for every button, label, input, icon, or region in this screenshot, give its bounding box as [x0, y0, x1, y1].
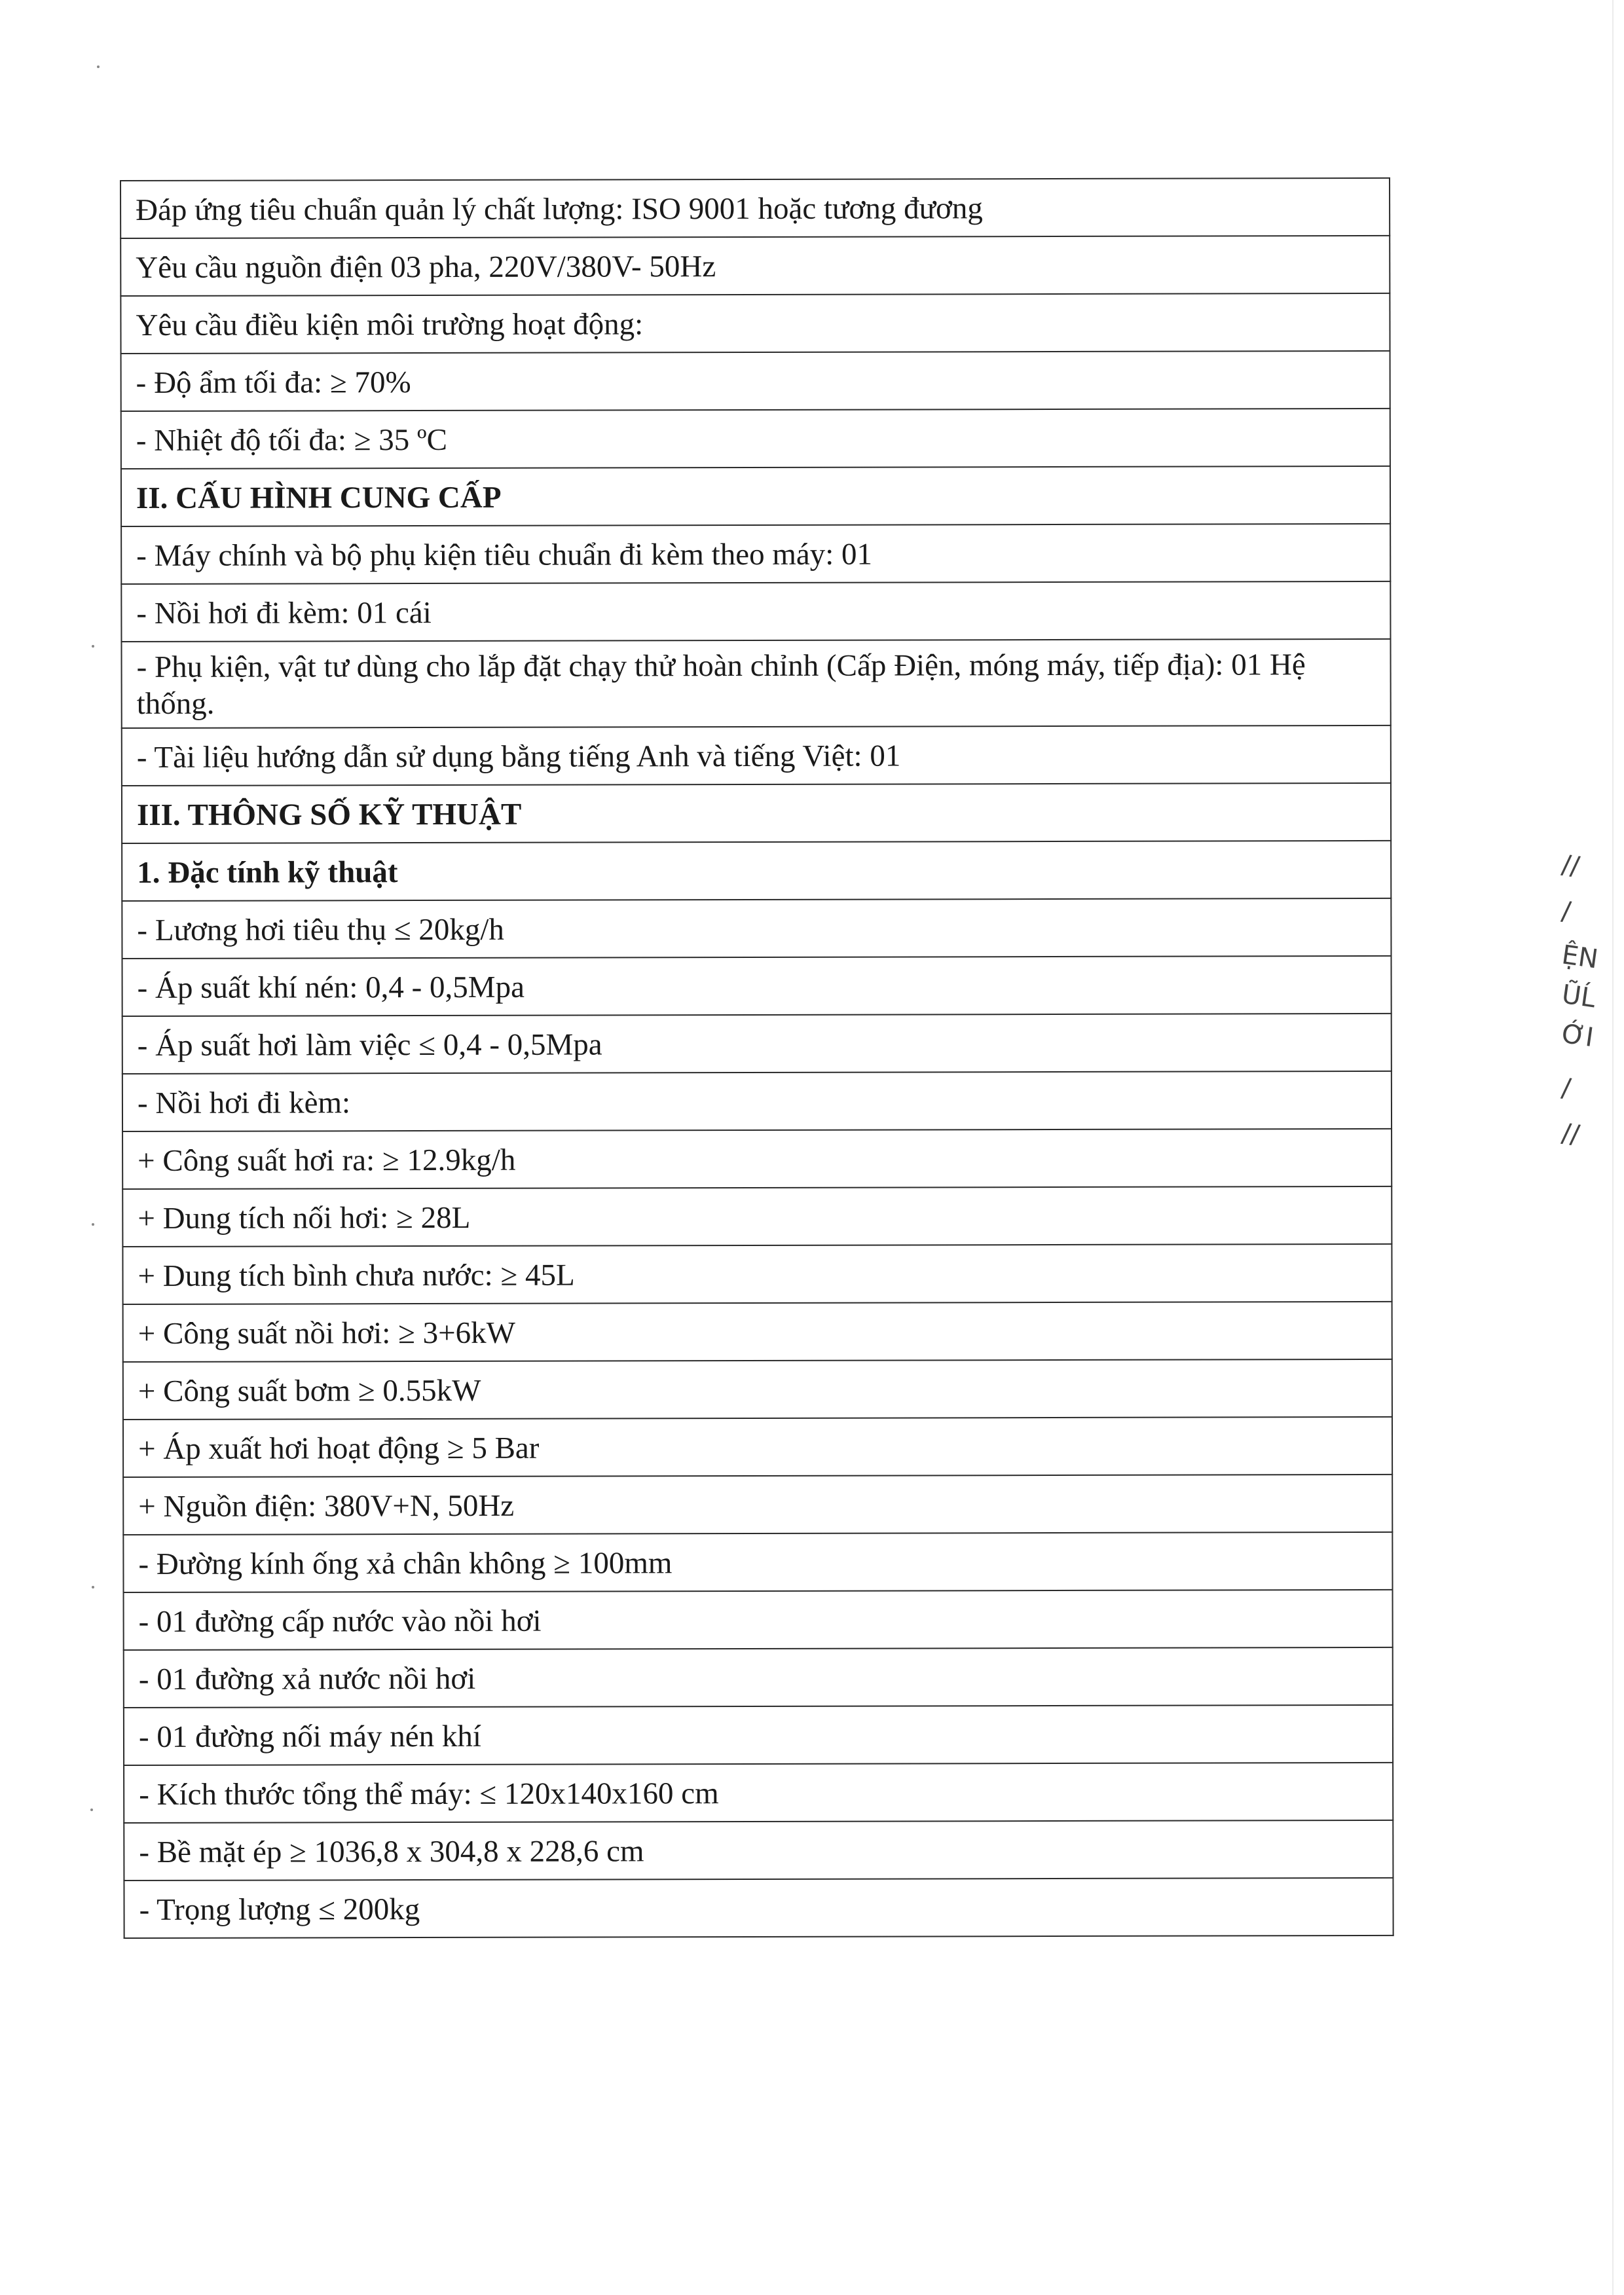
scan-speck	[92, 1223, 94, 1226]
table-row	[121, 581, 1390, 642]
scan-speck	[90, 1808, 93, 1811]
table-cell: - Phụ kiện, vật tư dùng cho lắp đặt chạy thử hoàn chỉnh (Cấp Điện, móng máy, tiếp địa): 01 Hệ thống.	[121, 639, 1390, 728]
table-cell: - Nồi hơi đi kèm: 01 cái	[121, 581, 1390, 642]
subsection-heading: 1. Đặc tính kỹ thuật	[122, 841, 1391, 901]
stamp-fragment: ỚI	[1560, 1018, 1596, 1054]
table-row	[124, 1820, 1393, 1881]
table-row	[122, 1129, 1392, 1189]
table-row	[120, 236, 1390, 296]
table-row	[122, 956, 1391, 1016]
table-row	[123, 1475, 1392, 1535]
table-cell: Đáp ứng tiêu chuẩn quản lý chất lượng: ISO 9001 hoặc tương đương	[120, 178, 1390, 238]
table-cell: - Áp suất khí nén: 0,4 - 0,5Mpa	[122, 956, 1391, 1016]
table-row	[121, 409, 1390, 469]
scan-edge-line	[1612, 0, 1614, 2295]
table-cell: - Độ ẩm tối đa: ≥ 70%	[121, 351, 1390, 411]
section-heading: II. CẤU HÌNH CUNG CẤP	[121, 466, 1390, 526]
table-row	[122, 725, 1391, 786]
section-heading: III. THÔNG SỐ KỸ THUẬT	[122, 783, 1391, 843]
stamp-fragment: ŨĹ	[1560, 979, 1598, 1014]
table-row	[124, 1878, 1393, 1938]
spec-table	[120, 177, 1394, 1939]
stamp-fragment: /	[1559, 1073, 1573, 1104]
table-row	[123, 1359, 1392, 1420]
table-row	[124, 1763, 1393, 1823]
table-row	[122, 898, 1391, 959]
table-cell: - Máy chính và bộ phụ kiện tiêu chuẩn đi kèm theo máy: 01	[121, 524, 1390, 584]
table-cell: + Áp xuất hơi hoạt động ≥ 5 Bar	[123, 1417, 1392, 1477]
table-cell: - 01 đường cấp nước vào nồi hơi	[124, 1590, 1393, 1650]
table-cell: + Công suất bơm ≥ 0.55kW	[123, 1359, 1392, 1420]
scan-speck	[92, 645, 94, 648]
table-cell: + Dung tích nối hơi: ≥ 28L	[122, 1186, 1392, 1247]
table-row	[123, 1532, 1392, 1592]
table-row	[122, 1244, 1392, 1304]
table-cell: - Kích thước tổng thể máy: ≤ 120x140x160 cm	[124, 1763, 1393, 1823]
table-cell: - Đường kính ống xả chân không ≥ 100mm	[123, 1532, 1392, 1592]
table-row	[121, 639, 1390, 728]
table-row	[120, 293, 1390, 354]
stamp-fragment: //	[1559, 849, 1582, 882]
table-cell: Yêu cầu điều kiện môi trường hoạt động:	[120, 293, 1390, 354]
table-row	[122, 783, 1391, 843]
stamp-fragment: /	[1559, 896, 1573, 927]
table-row	[121, 524, 1390, 584]
table-row	[120, 178, 1390, 238]
stamp-fragment: ỆN	[1560, 940, 1600, 975]
table-row	[121, 351, 1390, 411]
table-row	[124, 1705, 1393, 1765]
stamp-edge-marks	[1559, 849, 1601, 1166]
table-row	[122, 841, 1391, 901]
stamp-fragment: //	[1559, 1118, 1582, 1150]
table-cell: + Công suất hơi ra: ≥ 12.9kg/h	[122, 1129, 1392, 1189]
scan-speck	[97, 65, 100, 68]
table-cell: - Lương hơi tiêu thụ ≤ 20kg/h	[122, 898, 1391, 959]
table-cell: + Nguồn điện: 380V+N, 50Hz	[123, 1475, 1392, 1535]
table-cell: - Trọng lượng ≤ 200kg	[124, 1878, 1393, 1938]
table-cell: + Dung tích bình chưa nước: ≥ 45L	[122, 1244, 1392, 1304]
table-cell: + Công suất nồi hơi: ≥ 3+6kW	[123, 1302, 1392, 1362]
table-cell: - Nhiệt độ tối đa: ≥ 35 ºC	[121, 409, 1390, 469]
scan-speck	[92, 1586, 94, 1588]
table-row	[123, 1417, 1392, 1477]
table-cell: - Bề mặt ép ≥ 1036,8 x 304,8 x 228,6 cm	[124, 1820, 1393, 1881]
table-row	[121, 466, 1390, 526]
table-row	[122, 1014, 1392, 1074]
table-cell: - Tài liệu hướng dẫn sử dụng bằng tiếng Anh và tiếng Việt: 01	[122, 725, 1391, 786]
table-cell: - Nồi hơi đi kèm:	[122, 1071, 1392, 1131]
table-cell: Yêu cầu nguồn điện 03 pha, 220V/380V- 50Hz	[120, 236, 1390, 296]
table-row	[124, 1647, 1393, 1708]
table-cell: - Áp suất hơi làm việc ≤ 0,4 - 0,5Mpa	[122, 1014, 1392, 1074]
table-cell: - 01 đường xả nước nồi hơi	[124, 1647, 1393, 1708]
table-row	[122, 1071, 1392, 1131]
table-cell: - 01 đường nối máy nén khí	[124, 1705, 1393, 1765]
table-row	[124, 1590, 1393, 1650]
table-row	[122, 1186, 1392, 1247]
table-row	[123, 1302, 1392, 1362]
